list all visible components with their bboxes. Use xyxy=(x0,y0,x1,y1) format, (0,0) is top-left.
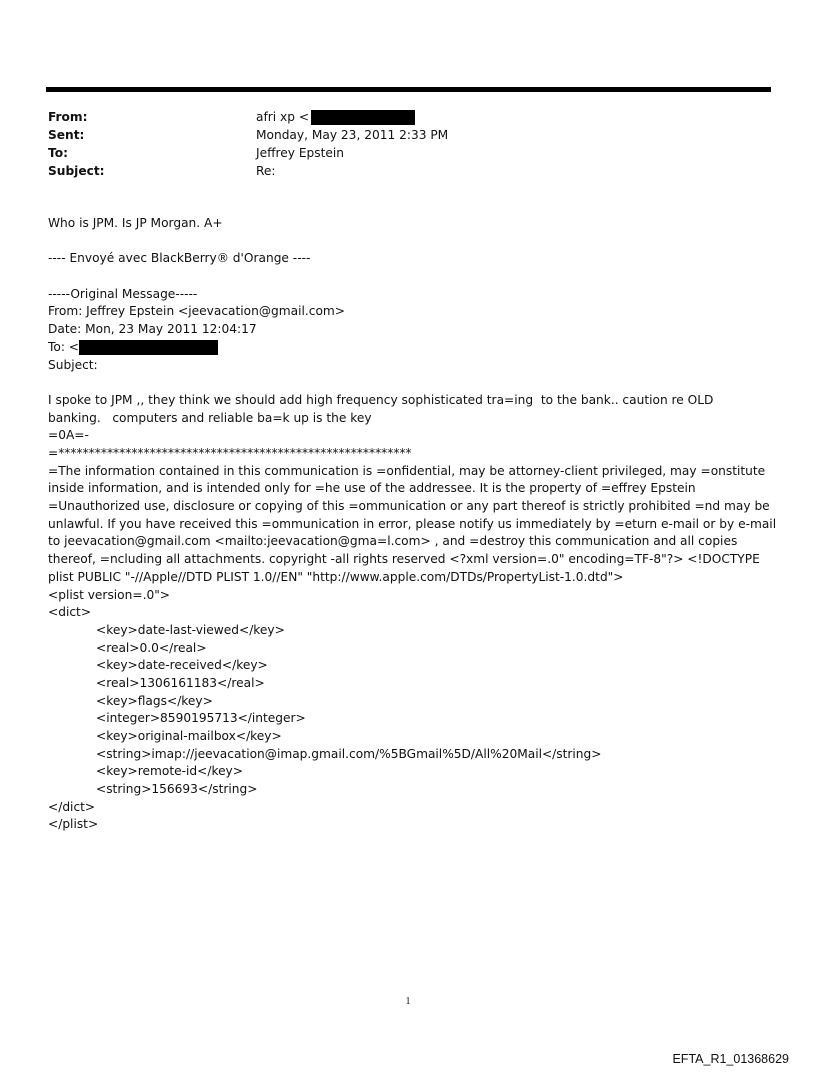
message-line: banking. computers and reliable ba=k up is the key xyxy=(48,410,372,425)
signature: ---- Envoyé avec BlackBerry® d'Orange ---- xyxy=(48,251,311,266)
dict-entry: <real>1306161183</real> xyxy=(96,675,265,690)
dict-entry: <string>imap://jeevacation@imap.gmail.com/%5BGmail%5D/All%20Mail</string> xyxy=(96,746,602,761)
subject-row xyxy=(48,163,748,181)
subject-value: Re: xyxy=(256,164,276,179)
from-label: From: xyxy=(48,110,88,125)
dict-entry: <string>156693</string> xyxy=(96,782,258,797)
sent-row xyxy=(48,127,748,145)
dict-entry: <integer>8590195713</integer> xyxy=(96,711,306,726)
asterisk-line: =********************************************************** xyxy=(48,445,412,460)
from-row xyxy=(48,109,748,127)
header-rule xyxy=(46,87,771,92)
reply-text: Who is JPM. Is JP Morgan. A+ xyxy=(48,216,223,230)
email-body xyxy=(48,215,778,834)
dict-entry: <key>flags</key> xyxy=(96,693,213,708)
page-number: 1 xyxy=(405,996,411,1007)
dict-close: </dict> xyxy=(48,799,96,814)
dict-entry: <key>date-last-viewed</key> xyxy=(96,622,285,637)
redaction-box xyxy=(311,110,415,125)
to-label: To: xyxy=(48,146,68,161)
original-message-label: -----Original Message----- xyxy=(48,286,198,301)
subject-label: Subject: xyxy=(48,164,105,179)
dict-entry: <key>remote-id</key> xyxy=(96,764,243,779)
plist-open: <plist version=.0"> xyxy=(48,587,171,602)
dict-entry: <key>original-mailbox</key> xyxy=(96,729,282,744)
original-subject: Subject: xyxy=(48,357,98,372)
message-line: I spoke to JPM ,, they think we should add high frequency sophisticated tra=ing to the bank.. caution re OLD xyxy=(48,392,714,407)
original-to-row xyxy=(48,339,778,357)
disclaimer-paragraph: =The information contained in this communication is =onfidential, may be attorney-client privileged, may =onstitute inside information, and is intended only for =he use of the addressee. It is the property of =effrey Epstein =Unauthorized use, disclosure or copying of this =ommunication or any part thereof is strictly prohibited =nd may be unlawful. If you have received this =ommunication in error, please notify us immediately by =eturn e-mail or by e-mail to jeevacation@gmail.com <mailto:jeevacation@gma=l.com> , and =destroy this communication and all copies thereof, =ncluding all attachments. copyright -all rights reserved <?xml version=.0" encoding=TF-8"?> <!DOCTYPE plist PUBLIC "-//Apple//DTD PLIST 1.0//EN" "http://www.apple.com/DTDs/PropertyList-1.0.dtd"> xyxy=(48,463,777,584)
original-from: From: Jeffrey Epstein <jeevacation@gmail.com> xyxy=(48,304,345,319)
to-value: Jeffrey Epstein xyxy=(256,146,344,161)
bates-number: EFTA_R1_01368629 xyxy=(672,1052,789,1066)
dict-entry: <key>date-received</key> xyxy=(96,658,268,673)
redaction-box xyxy=(79,340,218,355)
to-row xyxy=(48,145,748,163)
original-to: To: < xyxy=(48,339,80,354)
sent-value: Monday, May 23, 2011 2:33 PM xyxy=(256,128,449,143)
sent-label: Sent: xyxy=(48,128,85,143)
encoding-line: =0A=- xyxy=(48,428,89,443)
dict-entry: <real>0.0</real> xyxy=(96,640,207,655)
original-date: Date: Mon, 23 May 2011 12:04:17 xyxy=(48,322,257,337)
email-header xyxy=(48,109,748,181)
dict-open: <dict> xyxy=(48,605,92,620)
from-value: afri xp < xyxy=(256,110,310,125)
plist-close: </plist> xyxy=(48,817,99,832)
